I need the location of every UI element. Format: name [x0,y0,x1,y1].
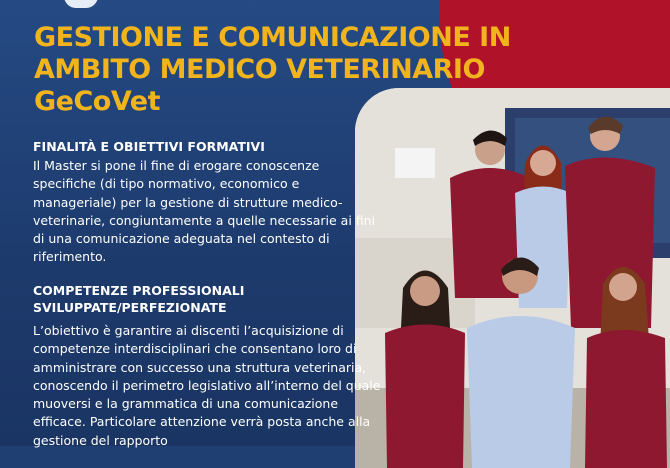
group-photo-illustration [355,88,670,468]
section2-heading-line-2: SVILUPPATE/PERFEZIONATE [33,300,227,315]
group-photo [355,88,670,468]
title-line-2: AMBITO MEDICO VETERINARIO [34,54,485,85]
title-line-3: GeCoVet [34,86,160,117]
section2-body: L’obiettivo è garantire ai discenti l’acquisizione di competenze interdisciplinari che consentano loro di amministrare con successo una struttura veterinaria, conoscendo il perimetro legislativo all’interno del quale muoversi e la grammatica di una comunicazione efficace. Particolare attenzione verrà posta anche alla gestione del rapporto [33,323,381,448]
section2-heading-line-1: COMPETENZE PROFESSIONALI [33,283,245,298]
section1-heading: FINALITÀ E OBIETTIVI FORMATIVI [33,139,265,154]
title-line-1: GESTIONE E COMUNICAZIONE IN [34,22,511,53]
section1-body: Il Master si pone il fine di erogare conoscenze specifiche (di tipo normativo, economico e manageriale) per la gestione di strutture medico-veterinarie, congiuntamente a quelle necessarie ai fini di una comunicazione adeguata nel contesto di riferimento. [33,158,376,265]
section2-heading [33,282,244,316]
